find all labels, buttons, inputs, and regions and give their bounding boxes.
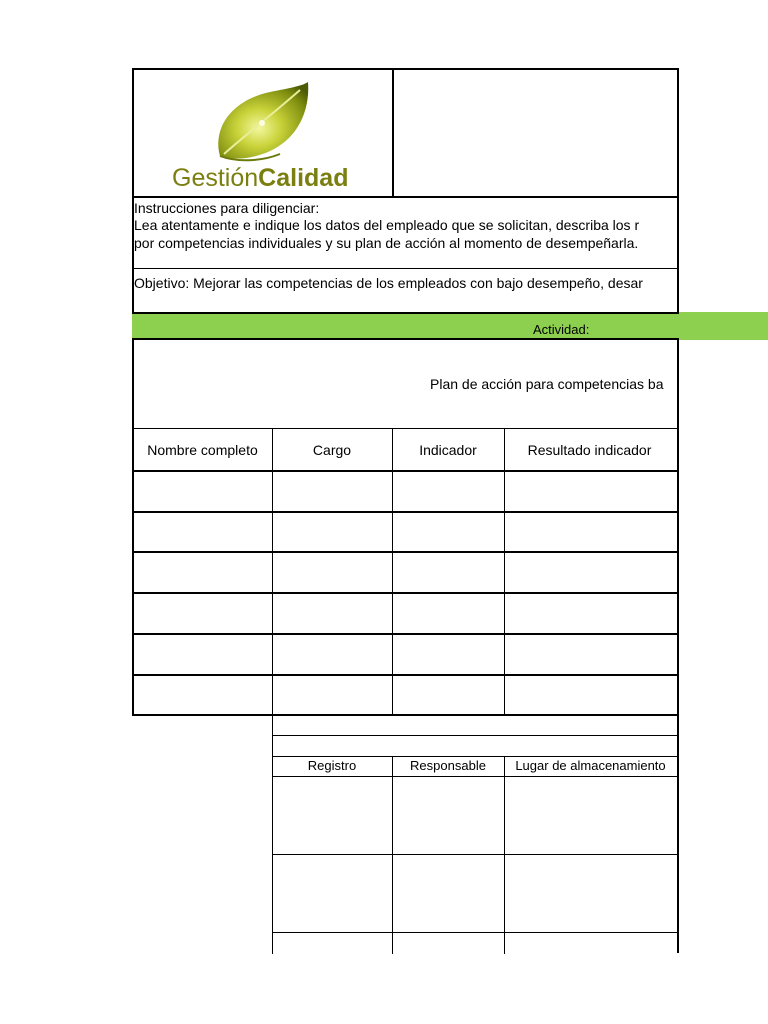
plan-title: Plan de acción para competencias ba bbox=[430, 376, 664, 392]
table-bottom-border bbox=[132, 714, 679, 716]
activity-bar bbox=[132, 312, 768, 340]
column-header-resultado: Resultado indicador bbox=[527, 442, 652, 458]
column-divider bbox=[504, 428, 505, 716]
column-header-indicador: Indicador bbox=[419, 442, 477, 458]
logo-divider bbox=[392, 68, 394, 198]
activity-bar-top-border bbox=[132, 312, 679, 314]
column-header-cargo: Cargo bbox=[312, 442, 352, 458]
activity-label: Actividad: bbox=[533, 322, 590, 337]
column-header-nombre: Nombre completo bbox=[147, 442, 258, 458]
table-cell[interactable] bbox=[134, 676, 271, 713]
column-divider bbox=[272, 428, 273, 716]
table-cell[interactable] bbox=[134, 472, 271, 510]
column-divider bbox=[392, 428, 393, 716]
right-border bbox=[677, 68, 679, 953]
records-cell[interactable] bbox=[274, 856, 391, 931]
records-row-border bbox=[272, 932, 679, 933]
records-column-divider bbox=[392, 756, 393, 954]
instructions-line: Lea atentamente e indique los datos del empleado que se solicitan, describa los r bbox=[134, 217, 640, 233]
activity-bar-bottom-border bbox=[132, 338, 679, 340]
leaf-logo-icon bbox=[140, 78, 385, 193]
logo-bottom-border bbox=[132, 196, 679, 198]
records-cell[interactable] bbox=[274, 778, 391, 853]
instructions-title: Instrucciones para diligenciar: bbox=[134, 200, 320, 216]
column-header-lugar: Lugar de almacenamiento bbox=[515, 758, 666, 773]
column-header-responsable: Responsable bbox=[410, 758, 486, 773]
records-column-divider bbox=[504, 756, 505, 954]
table-cell[interactable] bbox=[134, 594, 271, 632]
top-border bbox=[132, 68, 679, 70]
records-border bbox=[272, 735, 679, 736]
records-row-border bbox=[272, 854, 679, 855]
table-top-border bbox=[132, 428, 679, 429]
instructions-bottom-border bbox=[132, 268, 679, 269]
table-cell[interactable] bbox=[134, 513, 271, 550]
svg-text:GestiónCalidad: GestiónCalidad bbox=[172, 164, 349, 192]
records-row-border bbox=[272, 776, 679, 777]
instructions-line: por competencias individuales y su plan de acción al momento de desempeñarla. bbox=[134, 235, 639, 251]
table-cell[interactable] bbox=[134, 635, 271, 673]
table-cell[interactable] bbox=[134, 553, 271, 591]
column-header-registro: Registro bbox=[307, 758, 357, 773]
company-logo bbox=[140, 78, 385, 193]
records-border bbox=[272, 756, 679, 757]
objective-text: Objetivo: Mejorar las competencias de los empleados con bajo desempeño, desar bbox=[134, 275, 643, 291]
records-left-border bbox=[272, 714, 273, 954]
